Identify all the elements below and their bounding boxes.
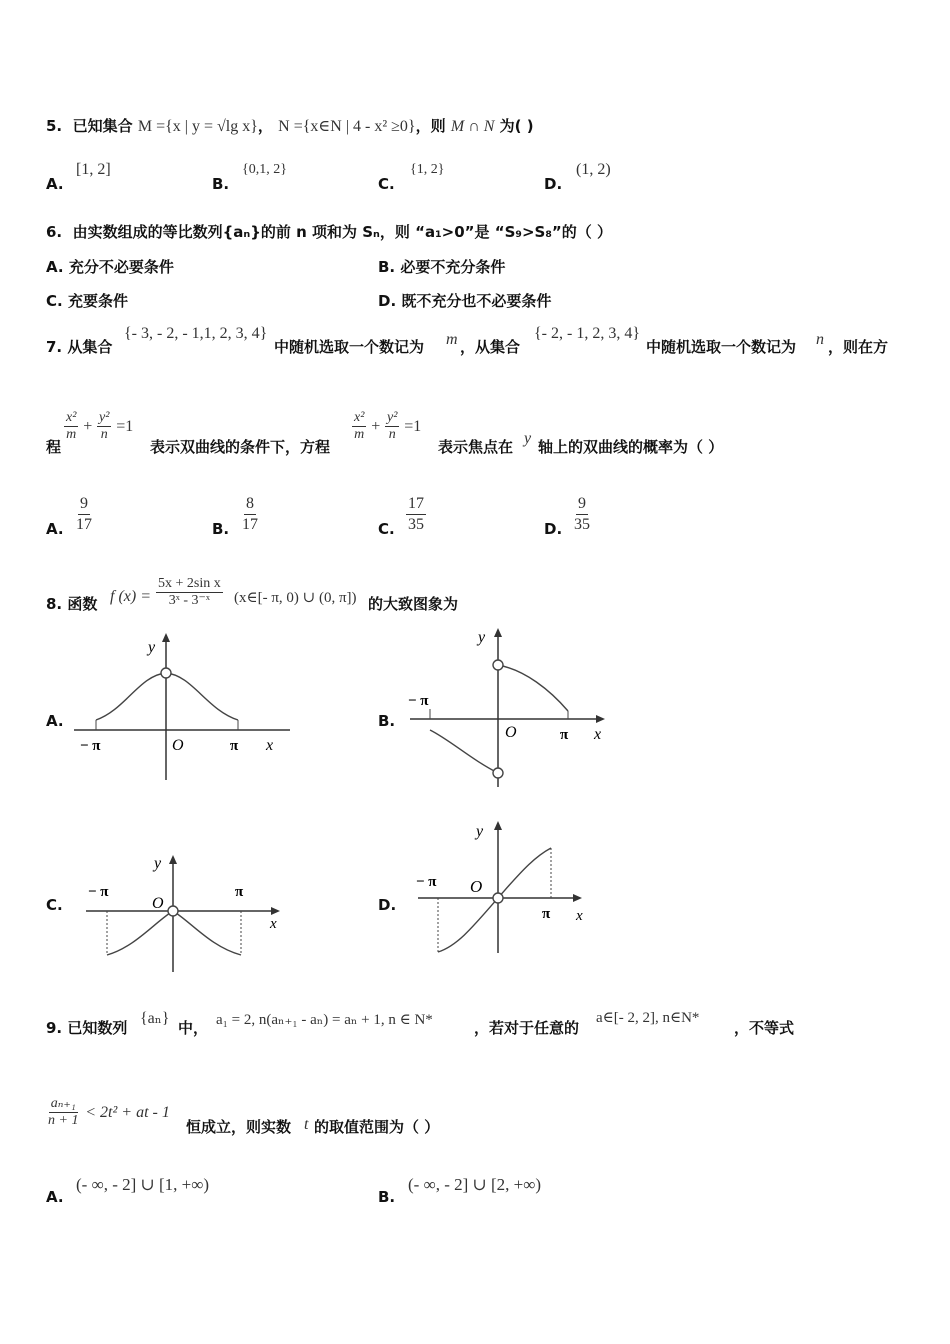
x-label: x [266,737,274,754]
q8-text-2: 的大致图象为 [368,595,459,613]
option-letter: A. [46,175,64,193]
eq-num: x² [66,410,77,425]
q6-option-d[interactable] [378,290,551,311]
q5-set-m: M ={x | y = √lg x} [137,118,258,135]
q8-stem-start [46,593,97,614]
neg-pi-label: − π [80,738,101,754]
q9-option-a-value: (- ∞, - 2] ∪ [1, +∞) [76,1175,210,1194]
option-letter: D. [544,520,563,538]
q7-text-4: 中随机选取一个数记为 [646,338,797,356]
open-point [493,893,503,903]
option-text: 充分不必要条件 [68,258,174,276]
q7-option-b[interactable] [212,520,229,538]
q7-text-2 [274,336,424,357]
q5-set-n: N ={x∈N | 4 - x² ≥0} [278,118,416,135]
q9-text-4: ，不等式 [734,1019,795,1037]
q8-domain: (x∈[- π, 0) ∪ (0, π]) [234,590,357,606]
y-arrow-icon [169,855,177,864]
q5-option-c[interactable] [378,175,395,193]
q7-option-c-fraction [406,494,426,535]
q7-option-d-fraction [572,494,592,535]
q7-option-b-fraction [240,494,260,535]
q9-var-t: t [304,1116,309,1133]
x-label: x [270,916,277,932]
y-label: y [478,629,486,646]
eq-den: m [66,427,77,442]
origin-label: O [470,877,483,896]
q7-var-m: m [446,331,458,348]
frac-den: 3ˣ - 3⁻ˣ [168,593,210,608]
eq-num: x² [354,410,365,425]
q7-option-a-fraction [74,494,94,535]
q7-text-9: 轴上的双曲线的概率为（ ） [538,438,724,456]
option-letter: A. [46,520,64,538]
x-arrow-icon [271,907,280,915]
curve-left [430,730,498,773]
option-text: 充要条件 [67,292,128,310]
q8-number: 8. [46,595,63,613]
option-letter: B. [378,1188,396,1206]
option-letter: A. [46,258,64,276]
option-letter: B. [212,520,230,538]
q6-option-a[interactable] [46,256,174,277]
q5-text-a: 已知集合 [72,117,133,135]
frac-den: n + 1 [48,1113,79,1128]
q5-stem: 5. 已知集合 M ={x | y = √lg x}， N ={x∈N | 4 - x² ≥0}，则 M ∩ N 为( ) [46,117,534,135]
q7-set1: {- 3, - 2, - 1,1, 2, 3, 4} [124,325,268,342]
q8-fraction [156,576,223,609]
q8-fx: f (x) = [110,588,151,605]
q5-option-d-value: (1, 2) [576,161,611,178]
open-point [161,668,171,678]
eq-rhs: =1 [404,418,422,435]
q5-option-c-value: {1, 2} [410,162,445,177]
pi-label: π [230,738,239,754]
option-letter: C. [46,896,63,914]
open-point [493,768,503,778]
curve-right [498,665,568,711]
q9-text-6: 的取值范围为（ ） [314,1118,440,1136]
frac-num: 9 [576,494,588,515]
q8-option-c[interactable] [46,896,63,914]
q9-stem-start [46,1017,127,1038]
q6-number: 6. [46,223,63,241]
frac-den: 17 [76,516,92,533]
q5-text-c: 为( ) [499,117,534,135]
q7-text-6: 程 [46,438,62,456]
q8-graph-c [80,852,290,977]
q7-var-n: n [816,331,824,348]
eq-den: m [354,427,365,442]
frac-den: 35 [408,516,424,533]
q7-number: 7. [46,338,63,356]
eq-plus: + [83,418,93,435]
eq-plus: + [371,418,381,435]
q5-option-a-value: [1, 2] [76,161,111,178]
option-text: 既不充分也不必要条件 [401,292,552,310]
q9-condition-2: a∈[- 2, 2], n∈N* [596,1010,700,1026]
pi-label: π [560,727,569,743]
option-letter: B. [378,258,396,276]
q9-inequality [46,1096,170,1129]
option-letter: C. [378,175,395,193]
x-arrow-icon [596,715,605,723]
q7-text-3: ，从集合 [460,338,521,356]
q9-text-5: 恒成立，则实数 [186,1118,292,1136]
pi-label: π [235,884,244,900]
eq-rhs: =1 [116,418,134,435]
frac-den: 17 [242,516,258,533]
q9-option-a[interactable] [46,1188,64,1206]
frac-num: 17 [406,494,426,515]
curve [107,911,241,955]
q7-option-a[interactable] [46,520,64,538]
q9-number: 9. [46,1019,63,1037]
q7-text: 从集合 [67,338,113,356]
q5-text-b: ，则 [415,117,446,135]
q8-text: 函数 [67,595,98,613]
frac-num: 8 [244,494,256,515]
q9-seq: {aₙ} [140,1010,170,1027]
frac-num: aₙ₊₁ [50,1096,76,1111]
q7-option-c[interactable] [378,520,395,538]
option-letter: C. [378,520,395,538]
q6-text: 由实数组成的等比数列{aₙ}的前 n 项和为 Sₙ，则 “a₁>0”是 “S₉>S₈”的（ ） [72,223,613,241]
x-label: x [576,908,583,924]
q7-text-8: 表示焦点在 [438,438,514,456]
option-letter: C. [46,292,63,310]
option-letter: A. [46,1188,64,1206]
q8-graph-a [70,630,290,785]
pi-label: π [542,906,551,922]
y-label: y [148,639,156,656]
q8-graph-b [400,625,610,790]
neg-pi-label: − π [88,884,109,900]
q9-text: 已知数列 [67,1019,128,1037]
option-letter: B. [378,712,396,730]
option-letter: D. [378,292,397,310]
y-arrow-icon [162,633,170,642]
curve [96,673,238,720]
y-label: y [476,823,484,840]
y-arrow-icon [494,821,502,830]
q9-text-2: 中， [178,1019,209,1037]
q5-option-a[interactable] [46,175,64,193]
q5-option-d[interactable] [544,175,562,193]
q7-equation-2 [352,410,421,443]
q7-text-5: ，则在方 [828,338,889,356]
option-letter: D. [544,175,563,193]
q9-text-3: ，若对于任意的 [474,1019,580,1037]
q6-stem [46,221,612,242]
option-letter: B. [212,175,230,193]
q7-set2: {- 2, - 1, 2, 3, 4} [534,325,641,342]
option-letter: A. [46,712,64,730]
origin-label: O [172,737,184,754]
q9-ineq-rhs: < 2t² + at - 1 [85,1104,170,1121]
open-point [168,906,178,916]
q9-option-b[interactable] [378,1188,395,1206]
q8-graph-d [412,818,602,958]
q8-option-a[interactable] [46,712,64,730]
q7-text: 中随机选取一个数记为 [274,338,425,356]
q7-equation-1 [64,410,133,443]
y-arrow-icon [494,628,502,637]
q7-stem-line1 [46,336,112,357]
q7-var-y: y [524,430,532,447]
neg-pi-label: − π [408,693,429,709]
q7-option-d[interactable] [544,520,562,538]
eq-num: y² [99,410,110,425]
q7-text-7: 表示双曲线的条件下，方程 [150,438,331,456]
frac-den: 35 [574,516,590,533]
option-letter: D. [378,896,397,914]
origin-label: O [505,724,517,741]
eq-num: y² [387,410,398,425]
q5-option-b-value: {0,1, 2} [242,162,287,177]
q8-option-d[interactable] [378,896,396,914]
x-arrow-icon [573,894,582,902]
eq-den: n [100,427,108,442]
q8-option-b[interactable] [378,712,395,730]
open-point [493,660,503,670]
q9-option-b-value: (- ∞, - 2] ∪ [2, +∞) [408,1175,542,1194]
q5-expr: M ∩ N [450,118,495,135]
y-label: y [154,855,162,872]
q5-option-b[interactable] [212,175,229,193]
q9-condition: a₁ = 2, n(aₙ₊₁ - aₙ) = aₙ + 1, n ∈ N* [216,1012,433,1028]
x-label: x [594,726,602,743]
neg-pi-label: − π [416,874,437,890]
frac-num: 9 [78,494,90,515]
q5-number: 5. [46,117,63,135]
q6-option-b[interactable] [378,256,505,277]
frac-num: 5x + 2sin x [158,576,221,591]
option-text: 必要不充分条件 [400,258,506,276]
q6-option-c[interactable] [46,290,128,311]
eq-den: n [388,427,396,442]
origin-label: O [152,895,164,912]
